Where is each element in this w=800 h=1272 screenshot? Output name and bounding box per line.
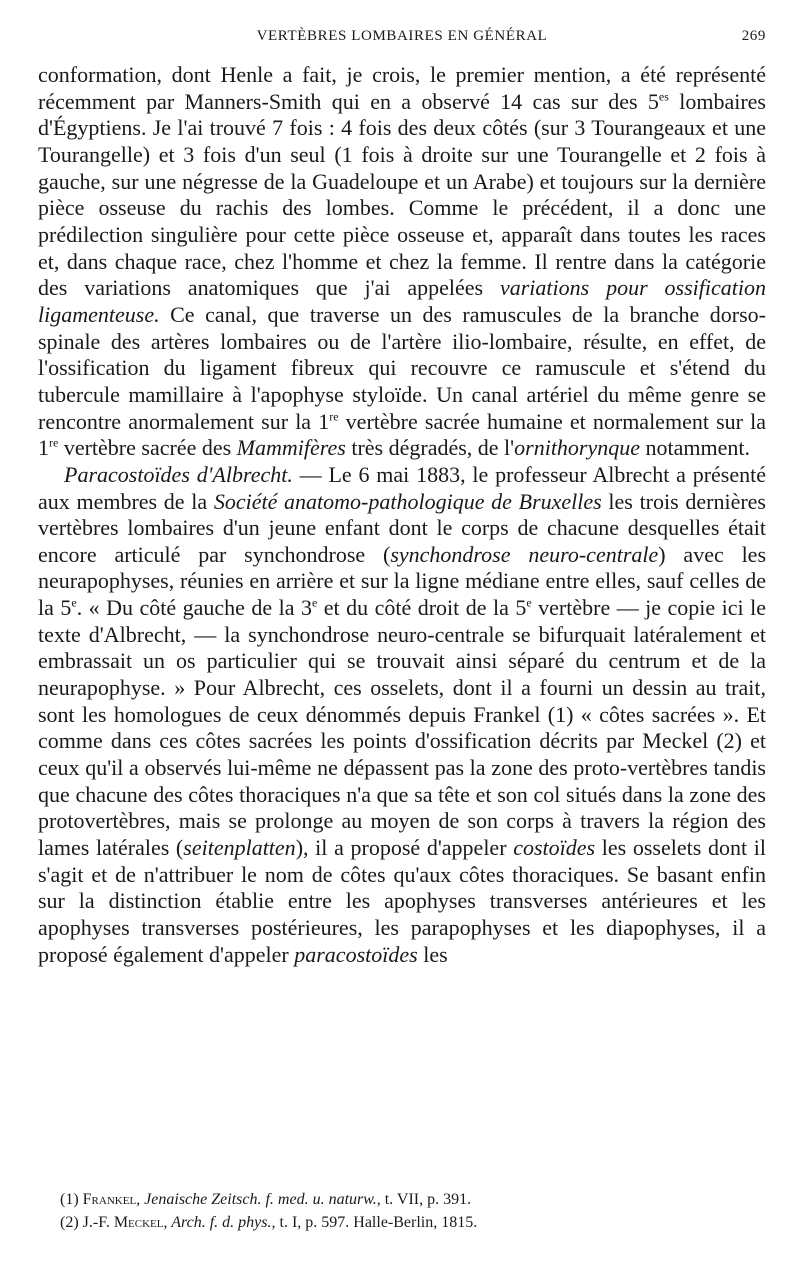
footnote-2 xyxy=(60,1211,760,1234)
main-text xyxy=(38,62,766,968)
footnote-marker: (1) xyxy=(60,1191,83,1208)
paragraph-1 xyxy=(38,62,766,462)
text-run: très dégradés, de l' xyxy=(345,435,515,461)
italic-term: variations pour ossification ligamenteuse. xyxy=(38,275,766,327)
section-lead: Paracostoïdes d'Albrecht. xyxy=(64,461,293,487)
paragraph-2 xyxy=(38,462,766,968)
text-run: et du côté droit de la 5 xyxy=(317,595,527,621)
footnote-details: t. VII, p. 391. xyxy=(380,1191,472,1208)
italic-term: Mammifères xyxy=(236,435,346,461)
text-run: notamment. xyxy=(640,435,751,461)
italic-term: seitenplatten xyxy=(183,835,296,861)
footnote-title: Jenaische Zeitsch. f. med. u. naturw., xyxy=(140,1191,381,1208)
page-number: 269 xyxy=(741,28,766,44)
superscript: e xyxy=(311,595,318,610)
footnote-marker: (2) J.-F. xyxy=(60,1214,114,1231)
italic-term: ornithorynque xyxy=(514,435,641,461)
text-run: vertèbre sacrée des xyxy=(58,435,237,461)
text-run: ), il a proposé d'appeler xyxy=(295,835,514,861)
italic-term: Société anatomo-pathologique de Bruxelles xyxy=(213,488,602,514)
text-run: vertèbre sacrée humaine et normalement sur la 1 xyxy=(38,408,766,461)
superscript: es xyxy=(658,89,669,104)
text-run: . « Du côté gauche de la 3 xyxy=(76,595,312,621)
text-run: conformation, dont Henle a fait, je crois, le premier mention, a été représenté récemment par Manners-Smith qui en a observé 14 cas sur des 5 xyxy=(38,62,766,114)
text-run: ) avec les neurapophyses, réunies en arrière et sur la ligne médiane entre elles, sauf celles de la 5 xyxy=(38,541,767,621)
italic-term: synchondrose neuro-centrale xyxy=(390,541,659,567)
footnotes xyxy=(60,1188,760,1234)
italic-term: costoïdes xyxy=(513,835,596,861)
superscript: e xyxy=(71,595,77,610)
italic-term: paracostoïdes xyxy=(294,941,418,967)
text-run: — Le 6 mai 1883, le professeur Albrecht a présenté aux membres de la xyxy=(38,461,766,514)
text-run: lombaires d'Égyptiens. Je l'ai trouvé 7 fois : 4 fois des deux côtés (sur 3 Tourangeaux et une Tourangelle) et 3 fois d'un seul (1 fois à droite sur une Tourangelle et 2 fois à gauche, sur une négresse de la Guadeloupe et un Arabe) et toujours sur la dernière pièce osseuse du rachis des lombes. Comme le précédent, il a donc une prédilection singulière pour cette pièce osseuse et, apparaît dans toutes les races et, dans chaque race, chez l'homme et chez la femme. Il rentre dans la catégorie des variations anatomiques que j'ai appelées xyxy=(38,88,766,301)
footnote-details: t. I, p. 597. Halle-Berlin, 1815. xyxy=(275,1214,478,1231)
superscript: re xyxy=(49,435,59,450)
superscript: e xyxy=(526,595,532,610)
footnote-1 xyxy=(60,1188,760,1211)
footnote-author: Meckel, xyxy=(113,1214,168,1231)
text-run: les xyxy=(417,941,448,967)
running-title: VERTÈBRES LOMBAIRES EN GÉNÉRAL xyxy=(256,28,548,44)
text-run: Ce canal, que traverse un des ramuscules de la branche dorso-spinale des artères lombaires ou de l'artère ilio-lombaire, résulte, en effet, de l'ossification du ligament fibreux qui recouvre ce ramuscule et s'étend du tubercule mamillaire à l'apophyse styloïde. Un canal artériel du même genre se rencontre anormalement sur la 1 xyxy=(38,301,766,434)
text-run: les osselets dont il s'agit et de n'attribuer le nom de côtes qu'aux côtes thoraciques. Se basant enfin sur la distinction établie entre les apophyses transverses antérieures et les apophyses transverses postérieures, les parapophyses et les diapophyses, il a proposé également d'appeler xyxy=(38,835,766,967)
footnote-author: Frankel, xyxy=(82,1191,141,1208)
text-run: les trois dernières vertèbres lombaires d'un jeune enfant dont le corps de chacune desquelles était encore articulé par synchondrose ( xyxy=(38,488,766,567)
superscript: re xyxy=(329,409,339,424)
running-header xyxy=(38,28,766,52)
text-run: vertèbre — je copie ici le texte d'Albrecht, — la synchondrose neuro-centrale se bifurquait latéralement et embrassait un os particulier qui se trouvait ainsi séparé du centrum et de la neurapophyse. » Pour Albrecht, ces osselets, dont il a fourni un dessin au trait, sont les homologues de ceux dénommés depuis Frankel (1) « côtes sacrées ». Et comme dans ces côtes sacrées les points d'ossification décrits par Meckel (2) et ceux qu'il a observés lui-même ne dépassent pas la zone des proto-vertèbres tandis que chacune des côtes thoraciques n'a que sa tête et son col situés dans la zone des protovertèbres, mais se prolonge au moyen de son corps à travers la région des lames latérales ( xyxy=(38,595,766,861)
footnote-title: Arch. f. d. phys., xyxy=(167,1214,276,1231)
